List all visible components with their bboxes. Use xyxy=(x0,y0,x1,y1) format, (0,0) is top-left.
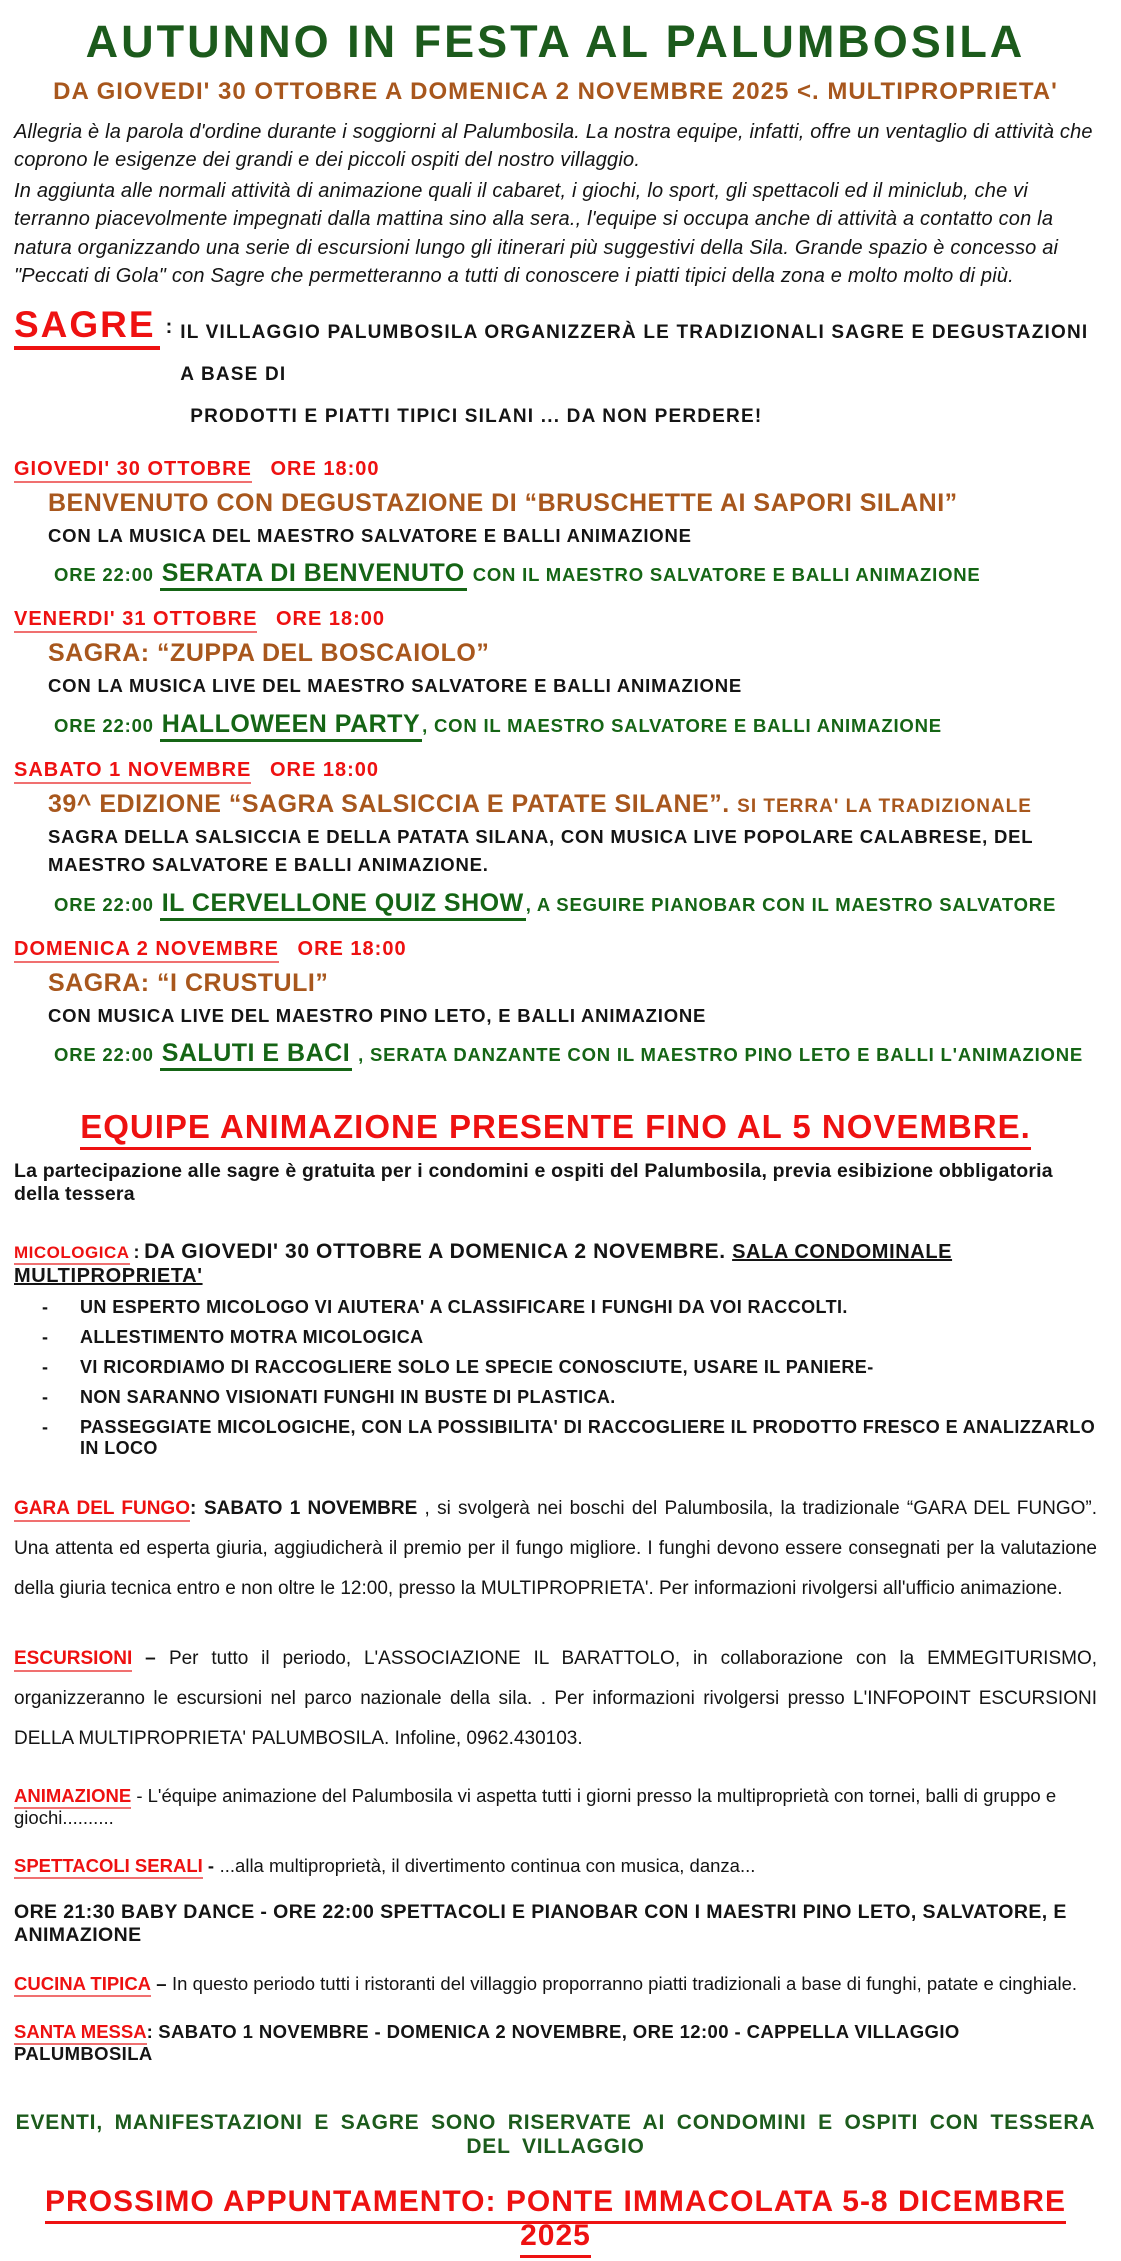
day-name: GIOVEDI' 30 OTTOBRE xyxy=(14,458,252,483)
gara-del-fungo-lead: SABATO 1 NOVEMBRE xyxy=(203,1498,418,1520)
day-time: ORE 18:00 xyxy=(269,759,380,782)
sagre-label: SAGRE xyxy=(14,306,160,350)
day-block-domenica xyxy=(14,938,1097,1069)
escursioni-text: Per tutto il periodo, L'ASSOCIAZIONE IL BARATTOLO, in collaborazione con la EMMEGITURISMO, organizzeranno le escursioni nel parco nazionale della sila. . Per informazioni rivolgersi presso L'INFOPOINT ESCURSIONI DELLA MULTIPROPRIETA' PALUMBOSILA. Infoline, 0962.430103. xyxy=(14,1648,1098,1749)
escursioni-dash: – xyxy=(145,1648,157,1670)
event-desc: CON MUSICA LIVE DEL MAESTRO PINO LETO, E BALLI ANIMAZIONE xyxy=(48,1004,707,1026)
next-event-text: PROSSIMO APPUNTAMENTO: PONTE IMMACOLATA 5-8 DICEMBRE 2025 xyxy=(45,2185,1066,2258)
day-header xyxy=(14,608,1097,631)
equipe-banner-text: EQUIPE ANIMAZIONE PRESENTE FINO AL 5 NOVEMBRE. xyxy=(80,1108,1031,1150)
sagre-text-line1: IL VILLAGGIO PALUMBOSILA ORGANIZZERÀ LE TRADIZIONALI SAGRE E DEGUSTAZIONI A BASE DI xyxy=(180,322,1089,386)
spettacoli-serali-line xyxy=(14,1855,1097,1877)
equipe-banner xyxy=(14,1108,1097,1146)
spettacoli-serali-label: SPETTACOLI SERALI xyxy=(14,1855,203,1879)
event-title: SAGRA: “ZUPPA DEL BOSCAIOLO” xyxy=(48,639,490,668)
evening-line xyxy=(54,1039,1097,1068)
intro-paragraph-2: In aggiunta alle normali attività di animazione quali il cabaret, i giochi, lo sport, gli spettacoli ed il miniclub, che vi terranno piacevolmente impegnati dalla mattina sino alla sera., l'equipe si occupa anche di attività a contatto con la natura organizzando una serie di escursioni lungo gli itinerari più suggestivi della Sila. Grande spazio è concesso ai "Peccati di Gola" con Sagre che permetteranno a tutti di conoscere i piatti tipici della zona e molto molto di più. xyxy=(14,179,1059,287)
day-block-venerdi xyxy=(14,608,1097,739)
sagre-section xyxy=(14,306,1097,437)
santa-messa-line xyxy=(14,2021,1097,2065)
evening-title: HALLOWEEN PARTY xyxy=(160,710,422,742)
day-block-sabato xyxy=(14,759,1097,918)
evening-time: ORE 22:00 xyxy=(54,564,154,586)
micologica-room: SALA CONDOMINALE MULTIPROPRIETA' xyxy=(14,1241,953,1288)
micologica-item: - VI RICORDIAMO DI RACCOGLIERE SOLO LE SPECIE CONOSCIUTE, USARE IL PANIERE- xyxy=(42,1357,1097,1378)
micologica-item: - NON SARANNO VISIONATI FUNGHI IN BUSTE DI PLASTICA. xyxy=(42,1387,1097,1408)
micologica-header xyxy=(14,1240,1097,1288)
event-desc: SAGRA DELLA SALSICCIA E DELLA PATATA SILANA, CON MUSICA LIVE POPOLARE CALABRESE, DEL MAESTRO SALVATORE E BALLI ANIMAZIONE. xyxy=(48,826,1034,875)
sagre-text xyxy=(180,312,1097,437)
evening-time: ORE 22:00 xyxy=(54,715,154,737)
event-title xyxy=(48,790,1097,819)
event-title-suffix: SI TERRA' LA TRADIZIONALE xyxy=(737,796,1032,818)
evening-time: ORE 22:00 xyxy=(54,1044,154,1066)
participation-note: La partecipazione alle sagre è gratuita per i condomini e ospiti del Palumbosila, previa esibizione obbligatoria della tessera xyxy=(14,1160,1053,1206)
spettacoli-serali-text: ...alla multiproprietà, il divertimento continua con musica, danza... xyxy=(219,1854,756,1876)
micologica-item: - UN ESPERTO MICOLOGO VI AIUTERA' A CLASSIFICARE I FUNGHI DA VOI RACCOLTI. xyxy=(42,1297,1097,1318)
page-title: AUTUNNO IN FESTA AL PALUMBOSILA xyxy=(85,16,1026,67)
gara-del-fungo-text: , si svolgerà nei boschi del Palumbosila, la tradizionale “GARA DEL FUNGO”. Una attenta ed esperta giuria, aggiudicherà il premio per il fungo migliore. I funghi devono essere consegnati per la valutazione della giuria tecnica entro e non oltre le 12:00, presso la MULTIPROPRIETA'. Per informazioni rivolgersi all'ufficio animazione. xyxy=(14,1498,1097,1600)
micologica-heading: DA GIOVEDI' 30 OTTOBRE A DOMENICA 2 NOVEMBRE. xyxy=(144,1240,726,1264)
evening-rest: CON IL MAESTRO SALVATORE E BALLI ANIMAZIONE xyxy=(466,564,981,586)
baby-dance-line: ORE 21:30 BABY DANCE - ORE 22:00 SPETTACOLI E PIANOBAR CON I MAESTRI PINO LETO, SALVATORE, E ANIMAZIONE xyxy=(14,1900,1067,1946)
escursioni-paragraph xyxy=(14,1639,1097,1759)
day-header xyxy=(14,759,1097,782)
evening-title: IL CERVELLONE QUIZ SHOW xyxy=(160,889,526,921)
santa-messa-colon: : xyxy=(146,2020,154,2042)
gara-del-fungo-label: GARA DEL FUNGO xyxy=(14,1498,190,1522)
sagre-colon: : xyxy=(165,316,173,339)
evening-rest: , SERATA DANZANTE CON IL MAESTRO PINO LETO E BALLI L'ANIMAZIONE xyxy=(352,1044,1084,1066)
event-title: BENVENUTO CON DEGUSTAZIONE DI “BRUSCHETTE AI SAPORI SILANI” xyxy=(48,488,958,517)
micologica-label: MICOLOGICA xyxy=(14,1243,130,1265)
evening-line xyxy=(54,889,1097,918)
animazione-dash: - xyxy=(136,1784,143,1806)
evening-rest: , A SEGUIRE PIANOBAR CON IL MAESTRO SALVATORE xyxy=(525,893,1057,915)
day-header xyxy=(14,938,1097,961)
micologica-section xyxy=(14,1240,1097,1459)
micologica-item: - PASSEGGIATE MICOLOGICHE, CON LA POSSIBILITA' DI RACCOGLIERE IL PRODOTTO FRESCO E ANALIZZARLO IN LOCO xyxy=(42,1417,1097,1459)
evening-title: SERATA DI BENVENUTO xyxy=(160,559,467,591)
cucina-tipica-label: CUCINA TIPICA xyxy=(14,1973,151,1997)
animazione-line xyxy=(14,1785,1097,1829)
day-block-giovedi xyxy=(14,458,1097,589)
day-time: ORE 18:00 xyxy=(276,608,386,631)
spettacoli-serali-dash: - xyxy=(207,1854,215,1876)
cucina-tipica-dash: – xyxy=(156,1972,167,1994)
cucina-tipica-text: In questo periodo tutti i ristoranti del villaggio proporranno piatti tradizionali a base di funghi, patate e cinghiale. xyxy=(172,1972,1078,1994)
sagre-text-line2: PRODOTTI E PIATTI TIPICI SILANI ... DA NON PERDERE! xyxy=(190,405,763,427)
day-time: ORE 18:00 xyxy=(270,457,380,480)
cucina-tipica-line xyxy=(14,1973,1097,1995)
day-header xyxy=(14,458,1097,481)
day-name: SABATO 1 NOVEMBRE xyxy=(14,759,251,784)
page-subtitle: DA GIOVEDI' 30 OTTOBRE A DOMENICA 2 NOVEMBRE 2025 <. MULTIPROPRIETA' xyxy=(53,78,1058,105)
evening-title: SALUTI E BACI xyxy=(160,1039,352,1071)
evening-time: ORE 22:00 xyxy=(54,893,154,915)
animazione-text: L'équipe animazione del Palumbosila vi aspetta tutti i giorni presso la multiproprietà con tornei, balli di gruppo e giochi.......... xyxy=(14,1784,1057,1828)
santa-messa-text: SABATO 1 NOVEMBRE - DOMENICA 2 NOVEMBRE, ORE 12:00 - CAPPELLA VILLAGGIO PALUMBOSILA xyxy=(14,2020,960,2064)
event-title-main: 39^ EDIZIONE “SAGRA SALSICCIA E PATATE SILANE”. xyxy=(48,790,730,819)
day-time: ORE 18:00 xyxy=(297,937,407,960)
evening-line xyxy=(54,710,1097,739)
animazione-label: ANIMAZIONE xyxy=(14,1785,131,1809)
micologica-list xyxy=(42,1297,1097,1459)
evening-rest: , CON IL MAESTRO SALVATORE E BALLI ANIMAZIONE xyxy=(422,715,942,737)
intro-paragraph-1: Allegria è la parola d'ordine durante i soggiorni al Palumbosila. La nostra equipe, infatti, offre un ventaglio di attività che coprono le esigenze dei grandi e dei piccoli ospiti del nostro villaggio. xyxy=(14,121,1093,172)
santa-messa-label: SANTA MESSA xyxy=(14,2021,147,2045)
next-event-banner xyxy=(14,2185,1097,2253)
gara-del-fungo-colon: : xyxy=(190,1498,197,1520)
event-title: SAGRA: “I CRUSTULI” xyxy=(48,968,329,997)
event-desc: CON LA MUSICA LIVE DEL MAESTRO SALVATORE E BALLI ANIMAZIONE xyxy=(48,675,743,697)
footer-reserved-line: EVENTI, MANIFESTAZIONI E SAGRE SONO RISERVATE AI CONDOMINI E OSPITI CON TESSERA DEL VILLAGGIO xyxy=(15,2110,1096,2158)
gara-del-fungo-paragraph xyxy=(14,1489,1097,1609)
micologica-separator: : xyxy=(133,1242,141,1263)
event-desc: CON LA MUSICA DEL MAESTRO SALVATORE E BALLI ANIMAZIONE xyxy=(48,524,692,546)
escursioni-label: ESCURSIONI xyxy=(14,1648,132,1672)
day-name: DOMENICA 2 NOVEMBRE xyxy=(14,938,279,963)
day-name: VENERDI' 31 OTTOBRE xyxy=(14,608,257,633)
evening-line xyxy=(54,559,1097,588)
micologica-item: - ALLESTIMENTO MOTRA MICOLOGICA xyxy=(42,1327,1097,1348)
